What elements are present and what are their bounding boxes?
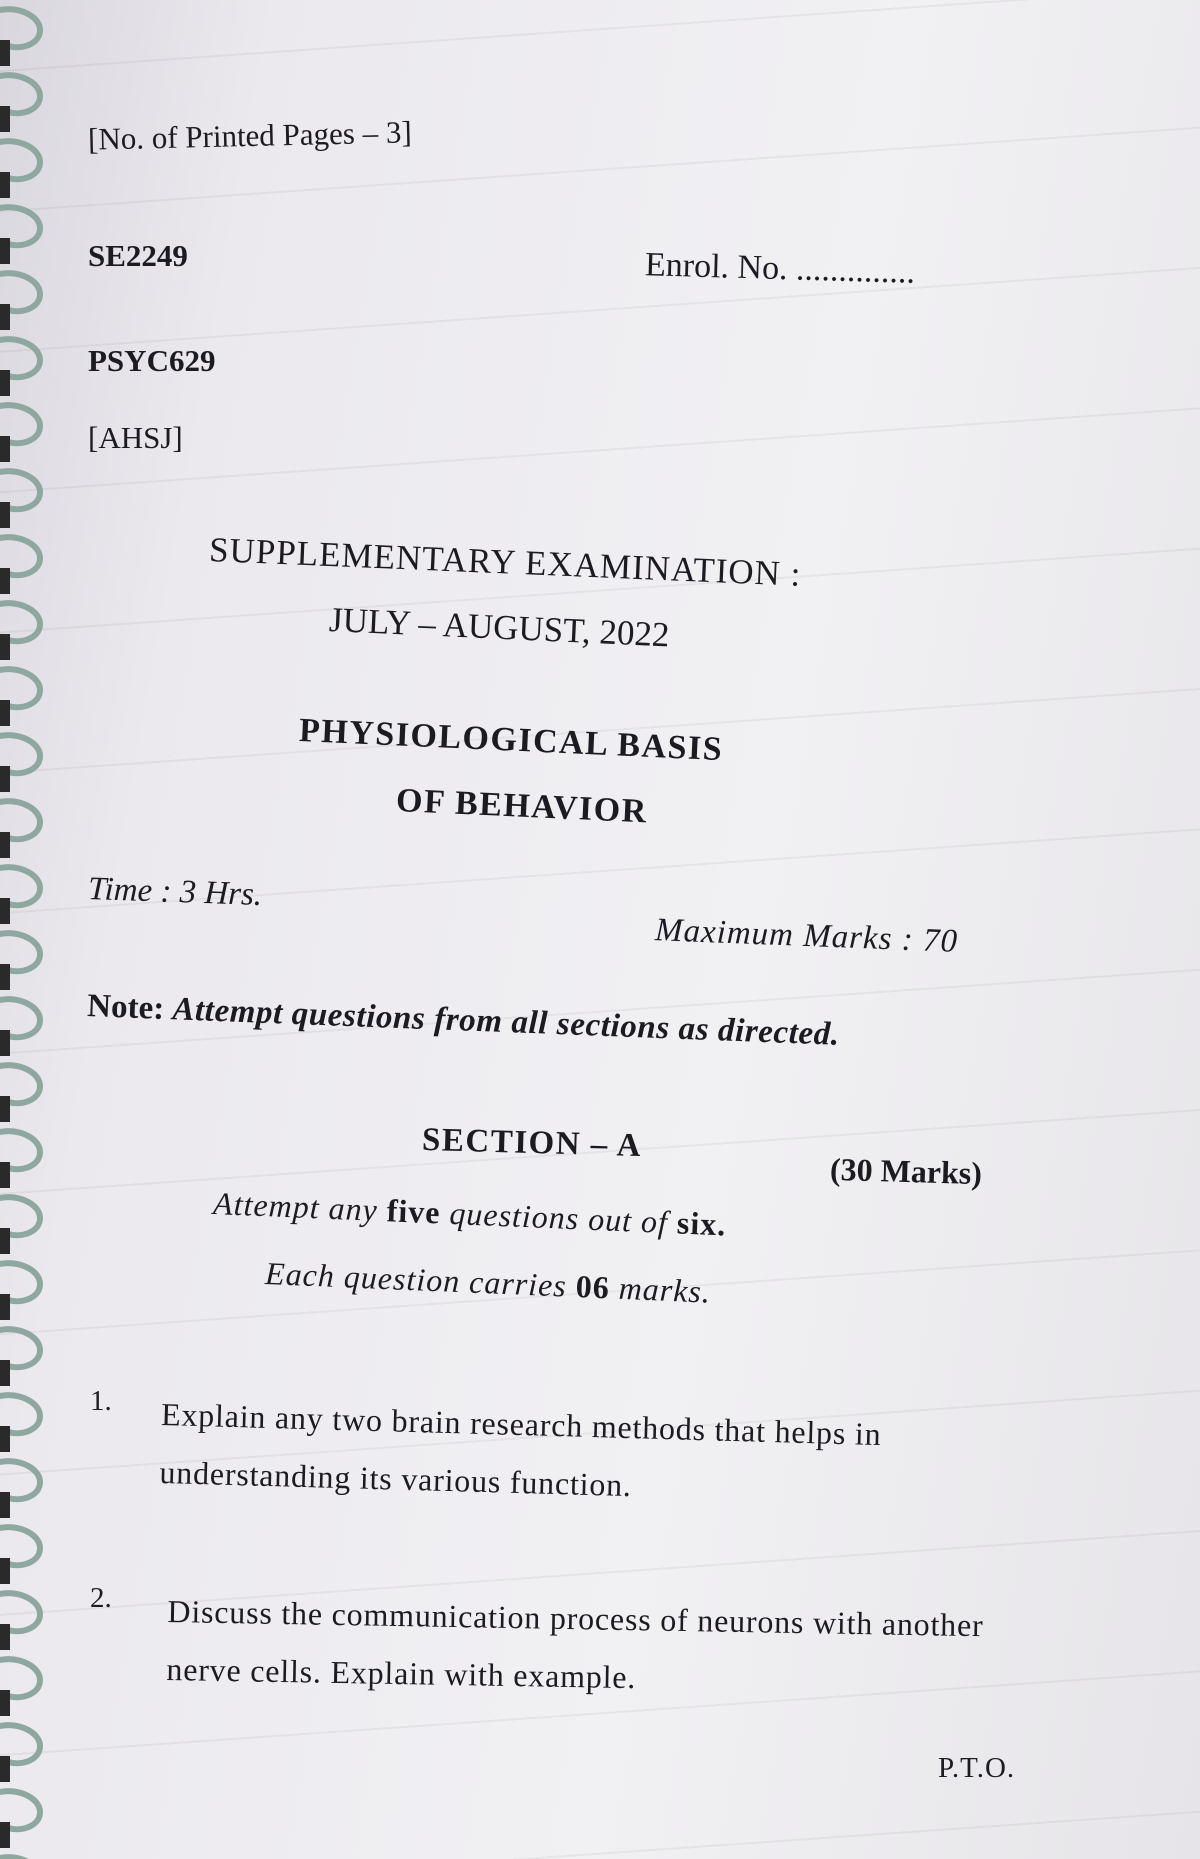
section-marks: (30 Marks) [829,1150,983,1192]
instruction-text: questions out of [439,1194,678,1241]
note-label: Note: [86,988,165,1027]
binding-hole [0,634,10,660]
binding-hole [0,1690,10,1716]
enrolment-number-field: Enrol. No. .............. [644,246,916,291]
binding-hole [0,1294,10,1320]
binding-hole [0,172,10,198]
binding-hole [0,1360,10,1386]
question-text: Discuss the communication process of neurons with another nerve cells. Explain with example. [166,1592,984,1696]
binding-hole [0,1756,10,1782]
binding-hole [0,238,10,264]
instruction-text: Attempt any [212,1185,388,1229]
instruction-emphasis: six. [676,1204,728,1243]
binding-hole [0,304,10,330]
please-turn-over: P.T.O. [938,1752,1016,1784]
instruction-text: marks. [609,1269,712,1310]
binding-hole [0,40,10,66]
question-number: 2. [90,1582,112,1614]
note [87,988,841,1054]
question-text: Explain any two brain research methods that helps in understanding its various function. [159,1395,882,1504]
exam-duration: Time : 3 Hrs. [87,870,263,914]
instruction-emphasis: 06 [575,1268,611,1306]
maximum-marks: Maximum Marks : 70 [654,912,959,960]
binding-hole [0,1030,10,1056]
section-instruction-2 [264,1255,711,1311]
binding-hole [0,1426,10,1452]
binding-hole [0,1162,10,1188]
binding-hole [0,1228,10,1254]
binding-hole [0,106,10,132]
binding-hole [0,1558,10,1584]
paper-code: SE2249 [88,238,188,273]
question-number: 1. [90,1385,112,1417]
binding-hole [0,766,10,792]
binding-hole [0,898,10,924]
binding-hole [0,700,10,726]
binding-hole [0,1624,10,1650]
note-text: Attempt questions from all sections as directed. [171,991,841,1053]
program-code: [AHSJ] [88,420,183,455]
binding-hole [0,1822,10,1848]
binding-hole [0,1492,10,1518]
instruction-emphasis: five [386,1192,442,1231]
binding-hole [0,502,10,528]
section-heading: SECTION – A [421,1121,643,1165]
binding-hole [0,832,10,858]
exam-title: SUPPLEMENTARY EXAMINATION : [208,530,803,594]
binding-hole [0,964,10,990]
subject-title-line-1: PHYSIOLOGICAL BASIS [298,712,724,769]
subject-title-line-2: OF BEHAVIOR [395,782,649,831]
printed-pages-line: [No. of Printed Pages – 3] [87,114,413,157]
binding-hole [0,568,10,594]
course-code: PSYC629 [88,343,216,378]
binding-hole [0,370,10,396]
binding-hole [0,1096,10,1122]
spiral-binding [0,0,60,1859]
exam-session: JULY – AUGUST, 2022 [328,600,671,655]
binding-hole [0,436,10,462]
section-instruction-1 [212,1185,727,1243]
instruction-text: Each question carries [264,1255,577,1304]
